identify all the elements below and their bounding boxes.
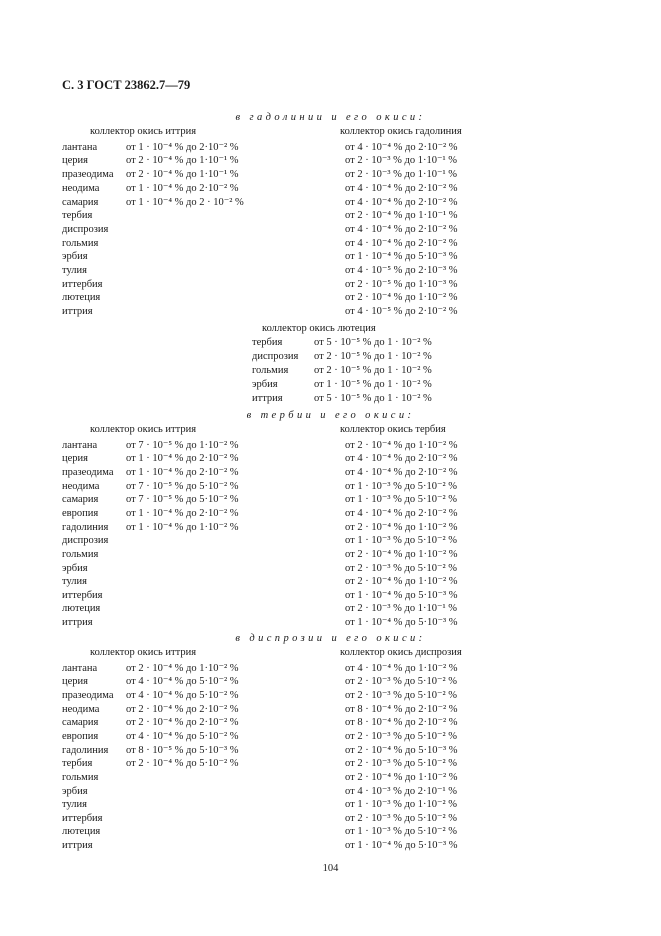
table-row bbox=[0, 480, 661, 494]
element-name: тербия bbox=[62, 210, 93, 221]
range-right: от 4 · 10⁻⁴ % до 2·10⁻² % bbox=[345, 142, 458, 153]
element-name: европия bbox=[62, 508, 99, 519]
sub-table-row bbox=[0, 364, 661, 378]
element-name: лантана bbox=[62, 663, 98, 674]
range-left: от 7 · 10⁻⁵ % до 5·10⁻² % bbox=[126, 494, 239, 505]
element-name: церия bbox=[62, 155, 88, 166]
element-name: европия bbox=[62, 731, 99, 742]
range-right: от 2 · 10⁻³ % до 5·10⁻² % bbox=[345, 563, 458, 574]
range-right: от 2 · 10⁻³ % до 5·10⁻² % bbox=[345, 731, 458, 742]
range-right: от 2 · 10⁻³ % до 1·10⁻¹ % bbox=[345, 603, 458, 614]
range-right: от 4 · 10⁻⁴ % до 2·10⁻² % bbox=[345, 197, 458, 208]
table-row bbox=[0, 785, 661, 799]
range-value: от 5 · 10⁻⁵ % до 1 · 10⁻² % bbox=[314, 337, 432, 348]
table-row bbox=[0, 798, 661, 812]
range-left: от 8 · 10⁻⁵ % до 5·10⁻³ % bbox=[126, 745, 239, 756]
collector-left-header: коллектор окись иттрия bbox=[90, 647, 197, 658]
element-name: гольмия bbox=[252, 365, 289, 376]
table-row bbox=[0, 812, 661, 826]
element-name: иттрия bbox=[62, 840, 93, 851]
range-left: от 1 · 10⁻⁴ % до 2·10⁻² % bbox=[126, 467, 239, 478]
element-name: лантана bbox=[62, 142, 98, 153]
table-row bbox=[0, 675, 661, 689]
element-name: лютеция bbox=[62, 292, 101, 303]
range-left: от 4 · 10⁻⁴ % до 5·10⁻² % bbox=[126, 731, 239, 742]
table-row bbox=[0, 716, 661, 730]
element-name: гольмия bbox=[62, 772, 99, 783]
element-name: эрбия bbox=[62, 563, 88, 574]
range-right: от 1 · 10⁻³ % до 5·10⁻² % bbox=[345, 535, 458, 546]
range-left: от 1 · 10⁻⁴ % до 2·10⁻² % bbox=[126, 142, 239, 153]
element-name: неодима bbox=[62, 183, 100, 194]
element-name: неодима bbox=[62, 704, 100, 715]
table-row bbox=[0, 771, 661, 785]
element-name: иттрия bbox=[62, 617, 93, 628]
table-row bbox=[0, 278, 661, 292]
range-right: от 4 · 10⁻³ % до 2·10⁻¹ % bbox=[345, 786, 458, 797]
table-row bbox=[0, 548, 661, 562]
range-left: от 1 · 10⁻⁴ % до 2·10⁻² % bbox=[126, 453, 239, 464]
range-left: от 1 · 10⁻⁴ % до 2·10⁻² % bbox=[126, 183, 239, 194]
range-value: от 2 · 10⁻⁵ % до 1 · 10⁻² % bbox=[314, 365, 432, 376]
table-row bbox=[0, 602, 661, 616]
page-header: С. 3 ГОСТ 23862.7—79 bbox=[62, 78, 191, 92]
range-left: от 7 · 10⁻⁵ % до 5·10⁻² % bbox=[126, 481, 239, 492]
element-name: тулия bbox=[62, 576, 87, 587]
element-name: гадолиния bbox=[62, 522, 109, 533]
element-name: иттербия bbox=[62, 590, 103, 601]
element-name: лютеция bbox=[62, 826, 101, 837]
range-right: от 2 · 10⁻⁴ % до 1·10⁻¹ % bbox=[345, 210, 458, 221]
element-name: диспрозия bbox=[252, 351, 299, 362]
table-row bbox=[0, 439, 661, 453]
table-row bbox=[0, 703, 661, 717]
collector-left-header: коллектор окись иттрия bbox=[90, 126, 197, 137]
range-left: от 2 · 10⁻⁴ % до 5·10⁻² % bbox=[126, 758, 239, 769]
collector-left-header: коллектор окись иттрия bbox=[90, 424, 197, 435]
section-title: в тербии и его окиси: bbox=[246, 410, 415, 421]
range-right: от 2 · 10⁻⁴ % до 1·10⁻² % bbox=[345, 549, 458, 560]
element-name: диспрозия bbox=[62, 535, 109, 546]
element-name: самария bbox=[62, 494, 99, 505]
element-name: тербия bbox=[252, 337, 283, 348]
table-row bbox=[0, 521, 661, 535]
range-left: от 2 · 10⁻⁴ % до 1·10⁻¹ % bbox=[126, 169, 239, 180]
table-row bbox=[0, 589, 661, 603]
element-name: церия bbox=[62, 453, 88, 464]
range-right: от 2 · 10⁻³ % до 5·10⁻² % bbox=[345, 758, 458, 769]
element-name: гольмия bbox=[62, 549, 99, 560]
range-right: от 2 · 10⁻⁴ % до 1·10⁻² % bbox=[345, 440, 458, 451]
range-right: от 4 · 10⁻⁴ % до 2·10⁻² % bbox=[345, 183, 458, 194]
range-left: от 7 · 10⁻⁵ % до 1·10⁻² % bbox=[126, 440, 239, 451]
range-left: от 4 · 10⁻⁴ % до 5·10⁻² % bbox=[126, 690, 239, 701]
table-row bbox=[0, 562, 661, 576]
table-row bbox=[0, 209, 661, 223]
table-row bbox=[0, 141, 661, 155]
sub-header-row bbox=[0, 322, 661, 336]
element-name: тулия bbox=[62, 799, 87, 810]
element-name: гадолиния bbox=[62, 745, 109, 756]
element-name: самария bbox=[62, 717, 99, 728]
range-right: от 2 · 10⁻³ % до 1·10⁻¹ % bbox=[345, 155, 458, 166]
range-left: от 1 · 10⁻⁴ % до 2 · 10⁻² % bbox=[126, 197, 244, 208]
table-row bbox=[0, 616, 661, 630]
table-row bbox=[0, 223, 661, 237]
range-right: от 4 · 10⁻⁴ % до 2·10⁻² % bbox=[345, 453, 458, 464]
range-right: от 4 · 10⁻⁴ % до 1·10⁻² % bbox=[345, 663, 458, 674]
range-right: от 1 · 10⁻³ % до 5·10⁻² % bbox=[345, 481, 458, 492]
range-right: от 2 · 10⁻⁴ % до 1·10⁻² % bbox=[345, 292, 458, 303]
table-row bbox=[0, 154, 661, 168]
range-left: от 2 · 10⁻⁴ % до 1·10⁻² % bbox=[126, 663, 239, 674]
table-row bbox=[0, 264, 661, 278]
table-row bbox=[0, 466, 661, 480]
collector-right-header: коллектор окись тербия bbox=[340, 424, 446, 435]
section-title: в диспрозии и его окиси: bbox=[235, 633, 426, 644]
collector-right-header: коллектор окись диспрозия bbox=[340, 647, 462, 658]
collector-right-header: коллектор окись гадолиния bbox=[340, 126, 462, 137]
sub-collector-header: коллектор окись лютеция bbox=[262, 323, 376, 334]
range-right: от 4 · 10⁻⁴ % до 2·10⁻² % bbox=[345, 224, 458, 235]
range-right: от 1 · 10⁻³ % до 1·10⁻² % bbox=[345, 799, 458, 810]
range-right: от 2 · 10⁻³ % до 5·10⁻² % bbox=[345, 690, 458, 701]
element-name: иттрия bbox=[252, 393, 283, 404]
element-name: тербия bbox=[62, 758, 93, 769]
range-value: от 5 · 10⁻⁵ % до 1 · 10⁻² % bbox=[314, 393, 432, 404]
table-row bbox=[0, 237, 661, 251]
element-name: самария bbox=[62, 197, 99, 208]
range-right: от 2 · 10⁻⁴ % до 5·10⁻³ % bbox=[345, 745, 458, 756]
table-row bbox=[0, 534, 661, 548]
table-row bbox=[0, 744, 661, 758]
range-value: от 2 · 10⁻⁵ % до 1 · 10⁻² % bbox=[314, 351, 432, 362]
table-row bbox=[0, 250, 661, 264]
sub-table-row bbox=[0, 392, 661, 406]
element-name: иттербия bbox=[62, 813, 103, 824]
table-row bbox=[0, 305, 661, 319]
range-left: от 1 · 10⁻⁴ % до 1·10⁻² % bbox=[126, 522, 239, 533]
element-name: тулия bbox=[62, 265, 87, 276]
table-row bbox=[0, 662, 661, 676]
range-right: от 4 · 10⁻⁵ % до 2·10⁻³ % bbox=[345, 265, 458, 276]
table-row bbox=[0, 839, 661, 853]
element-name: лютеция bbox=[62, 603, 101, 614]
element-name: неодима bbox=[62, 481, 100, 492]
range-left: от 2 · 10⁻⁴ % до 2·10⁻² % bbox=[126, 704, 239, 715]
range-left: от 2 · 10⁻⁴ % до 2·10⁻² % bbox=[126, 717, 239, 728]
column-headers bbox=[0, 423, 661, 437]
range-right: от 2 · 10⁻⁵ % до 1·10⁻³ % bbox=[345, 279, 458, 290]
table-row bbox=[0, 575, 661, 589]
element-name: иттрия bbox=[62, 306, 93, 317]
table-row bbox=[0, 291, 661, 305]
range-right: от 1 · 10⁻⁴ % до 5·10⁻³ % bbox=[345, 251, 458, 262]
sub-table-row bbox=[0, 336, 661, 350]
range-right: от 1 · 10⁻⁴ % до 5·10⁻³ % bbox=[345, 617, 458, 628]
element-name: церия bbox=[62, 676, 88, 687]
range-right: от 4 · 10⁻⁵ % до 2·10⁻² % bbox=[345, 306, 458, 317]
table-row bbox=[0, 493, 661, 507]
range-right: от 2 · 10⁻³ % до 5·10⁻² % bbox=[345, 813, 458, 824]
element-name: празеодима bbox=[62, 690, 114, 701]
range-value: от 1 · 10⁻⁵ % до 1 · 10⁻² % bbox=[314, 379, 432, 390]
range-right: от 4 · 10⁻⁴ % до 2·10⁻² % bbox=[345, 467, 458, 478]
range-left: от 2 · 10⁻⁴ % до 1·10⁻¹ % bbox=[126, 155, 239, 166]
range-right: от 2 · 10⁻⁴ % до 1·10⁻² % bbox=[345, 576, 458, 587]
sub-table-row bbox=[0, 350, 661, 364]
range-right: от 1 · 10⁻³ % до 5·10⁻² % bbox=[345, 826, 458, 837]
range-left: от 4 · 10⁻⁴ % до 5·10⁻² % bbox=[126, 676, 239, 687]
range-right: от 4 · 10⁻⁴ % до 2·10⁻² % bbox=[345, 508, 458, 519]
range-right: от 4 · 10⁻⁴ % до 2·10⁻² % bbox=[345, 238, 458, 249]
table-row bbox=[0, 168, 661, 182]
element-name: празеодима bbox=[62, 169, 114, 180]
element-name: гольмия bbox=[62, 238, 99, 249]
range-right: от 2 · 10⁻³ % до 1·10⁻¹ % bbox=[345, 169, 458, 180]
table-row bbox=[0, 757, 661, 771]
range-right: от 2 · 10⁻⁴ % до 1·10⁻² % bbox=[345, 772, 458, 783]
section-title: в гадолинии и его окиси: bbox=[235, 112, 426, 123]
element-name: диспрозия bbox=[62, 224, 109, 235]
element-name: празеодима bbox=[62, 467, 114, 478]
table-row bbox=[0, 507, 661, 521]
table-row bbox=[0, 452, 661, 466]
range-right: от 2 · 10⁻⁴ % до 1·10⁻² % bbox=[345, 522, 458, 533]
element-name: иттербия bbox=[62, 279, 103, 290]
element-name: лантана bbox=[62, 440, 98, 451]
range-right: от 8 · 10⁻⁴ % до 2·10⁻² % bbox=[345, 717, 458, 728]
element-name: эрбия bbox=[62, 251, 88, 262]
range-left: от 1 · 10⁻⁴ % до 2·10⁻² % bbox=[126, 508, 239, 519]
range-right: от 1 · 10⁻³ % до 5·10⁻² % bbox=[345, 494, 458, 505]
column-headers bbox=[0, 646, 661, 660]
range-right: от 1 · 10⁻⁴ % до 5·10⁻³ % bbox=[345, 840, 458, 851]
range-right: от 1 · 10⁻⁴ % до 5·10⁻³ % bbox=[345, 590, 458, 601]
element-name: эрбия bbox=[252, 379, 278, 390]
table-row bbox=[0, 730, 661, 744]
range-right: от 2 · 10⁻³ % до 5·10⁻² % bbox=[345, 676, 458, 687]
sub-table-row bbox=[0, 378, 661, 392]
table-row bbox=[0, 689, 661, 703]
range-right: от 8 · 10⁻⁴ % до 2·10⁻² % bbox=[345, 704, 458, 715]
page-number: 104 bbox=[322, 863, 339, 874]
element-name: эрбия bbox=[62, 786, 88, 797]
column-headers bbox=[0, 125, 661, 139]
table-row bbox=[0, 825, 661, 839]
table-row bbox=[0, 196, 661, 210]
table-row bbox=[0, 182, 661, 196]
